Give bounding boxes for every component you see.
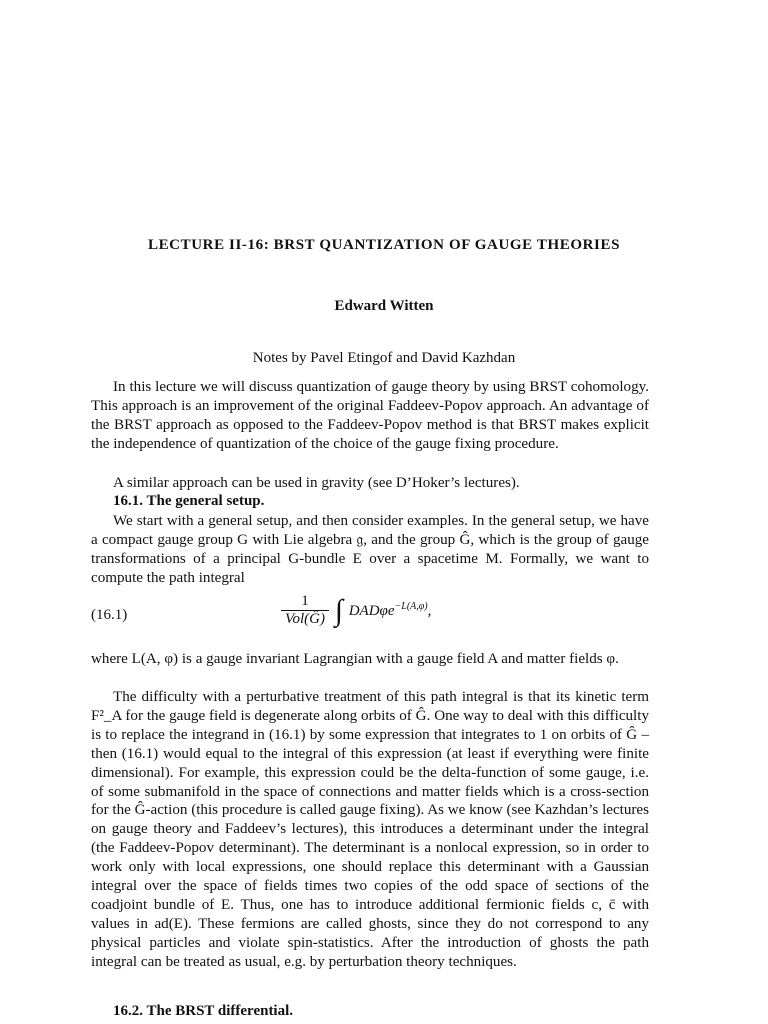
lecture-title: LECTURE II-16: BRST QUANTIZATION OF GAUGE THEORIES (147, 237, 621, 253)
notes-credit: Notes by Pavel Etingof and David Kazhdan (252, 350, 516, 366)
equation-body (281, 593, 431, 628)
gravity-paragraph: A similar approach can be used in gravity (see D’Hoker’s lectures). (113, 475, 520, 491)
difficulty-paragraph: The difficulty with a perturbative treatment of this path integral is that its kinetic term F²_A for the gauge field is degenerate along orbits of Ĝ. One way to deal with this difficulty is to replace the integrand in (16.1) by some expression that integrates to 1 on orbits of Ĝ – then (16.1) would equal to the integral of this expression (at least if everything were finite dimensional). For example, this expression could be the delta-function of some gauge, i.e. of some submanifold in the space of connections and matter fields which is a cross-section for the Ĝ-action (this procedure is called gauge fixing). As we know (see Kazhdan’s lectures on gauge theory and Faddeev’s lectures), this introduces a determinant under the integral (the Faddeev-Popov determinant). The determinant is a nonlocal expression, so in order to work only with local expressions, one should replace this determinant with a Gaussian integral over the space of fields times two copies of the odd space of sections of the coadjoint bundle of E. Thus, one has to introduce additional fermionic fields c, c̄ with values in ad(E). These fermions are called ghosts, since they do not correspond to any physical particles and violate spin-statistics. After the introduction of ghosts the path integral can be treated as usual, e.g. by perturbation theory techniques. (91, 689, 649, 970)
section-heading-general-setup: 16.1. The general setup. (113, 493, 265, 509)
where-paragraph: where L(A, φ) is a gauge invariant Lagrangian with a gauge field A and matter fields φ. (91, 651, 619, 667)
equation-number: (16.1) (91, 607, 128, 623)
equation-comma: , (427, 603, 432, 619)
equation-16-1 (91, 593, 649, 643)
fraction-numerator: 1 (281, 593, 329, 611)
integrand (349, 601, 432, 620)
integrand-exponent: −L(A,φ) (394, 601, 428, 612)
fraction-denominator: Vol(Ĝ) (285, 611, 325, 627)
setup-paragraph: We start with a general setup, and then consider examples. In the general setup, we have a compact gauge group G with Lie algebra 𝔤, and the group Ĝ, which is the group of gauge transformations of a principal G-bundle E over a spacetime M. Formally, we want to compute the path integral (91, 513, 649, 586)
intro-paragraph: In this lecture we will discuss quantization of gauge theory by using BRST cohomology. This approach is an improvement of the original Faddeev-Popov approach. An advantage of the BRST approach as opposed to the Faddeev-Popov method is that BRST makes explicit the independence of quantization of the choice of the gauge fixing procedure. (91, 379, 649, 452)
author-name: Edward Witten (334, 298, 434, 314)
integral-sign: ∫ (334, 593, 343, 627)
fraction (281, 593, 329, 628)
integrand-base: DADφe (348, 603, 395, 619)
section-heading-brst-differential: 16.2. The BRST differential. (113, 1003, 294, 1019)
